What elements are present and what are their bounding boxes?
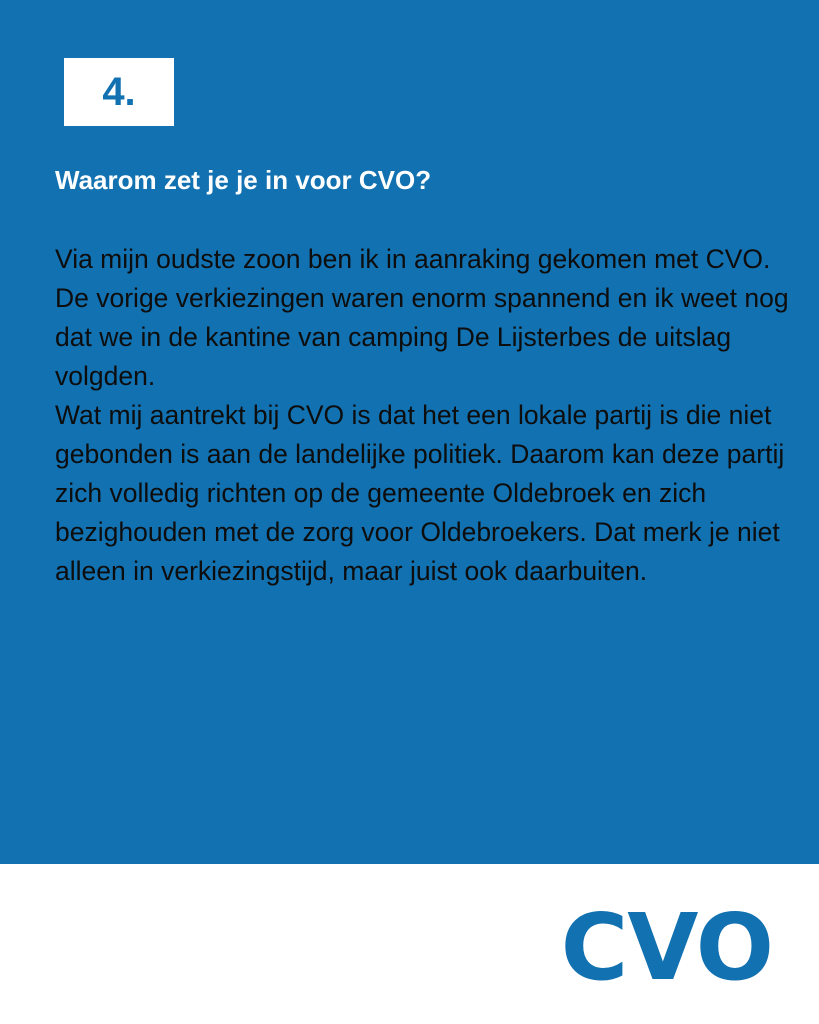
step-number-badge xyxy=(64,58,174,126)
step-number: 4. xyxy=(102,70,136,114)
answer-paragraph-2: Wat mij aantrekt bij CVO is dat het een lokale partij is die niet gebonden is aan de landelijke politiek. Daarom kan deze partij zich volledig richten op de gemeente Oldebroek en zich bezighouden met de zorg voor Oldebroekers. Dat merk je niet alleen in verkiezingstijd, maar juist ook daarbuiten. xyxy=(55,400,785,586)
answer-paragraph-1: Via mijn oudste zoon ben ik in aanraking gekomen met CVO. De vorige verkiezingen waren enorm spannend en ik weet nog dat we in de kantine van camping De Lijsterbes de uitslag volgden. xyxy=(55,244,789,391)
cvo-logo: CVO xyxy=(560,894,773,1001)
answer-body xyxy=(55,240,797,591)
footer-bar xyxy=(0,864,819,1024)
question-heading: Waarom zet je je in voor CVO? xyxy=(55,165,432,195)
